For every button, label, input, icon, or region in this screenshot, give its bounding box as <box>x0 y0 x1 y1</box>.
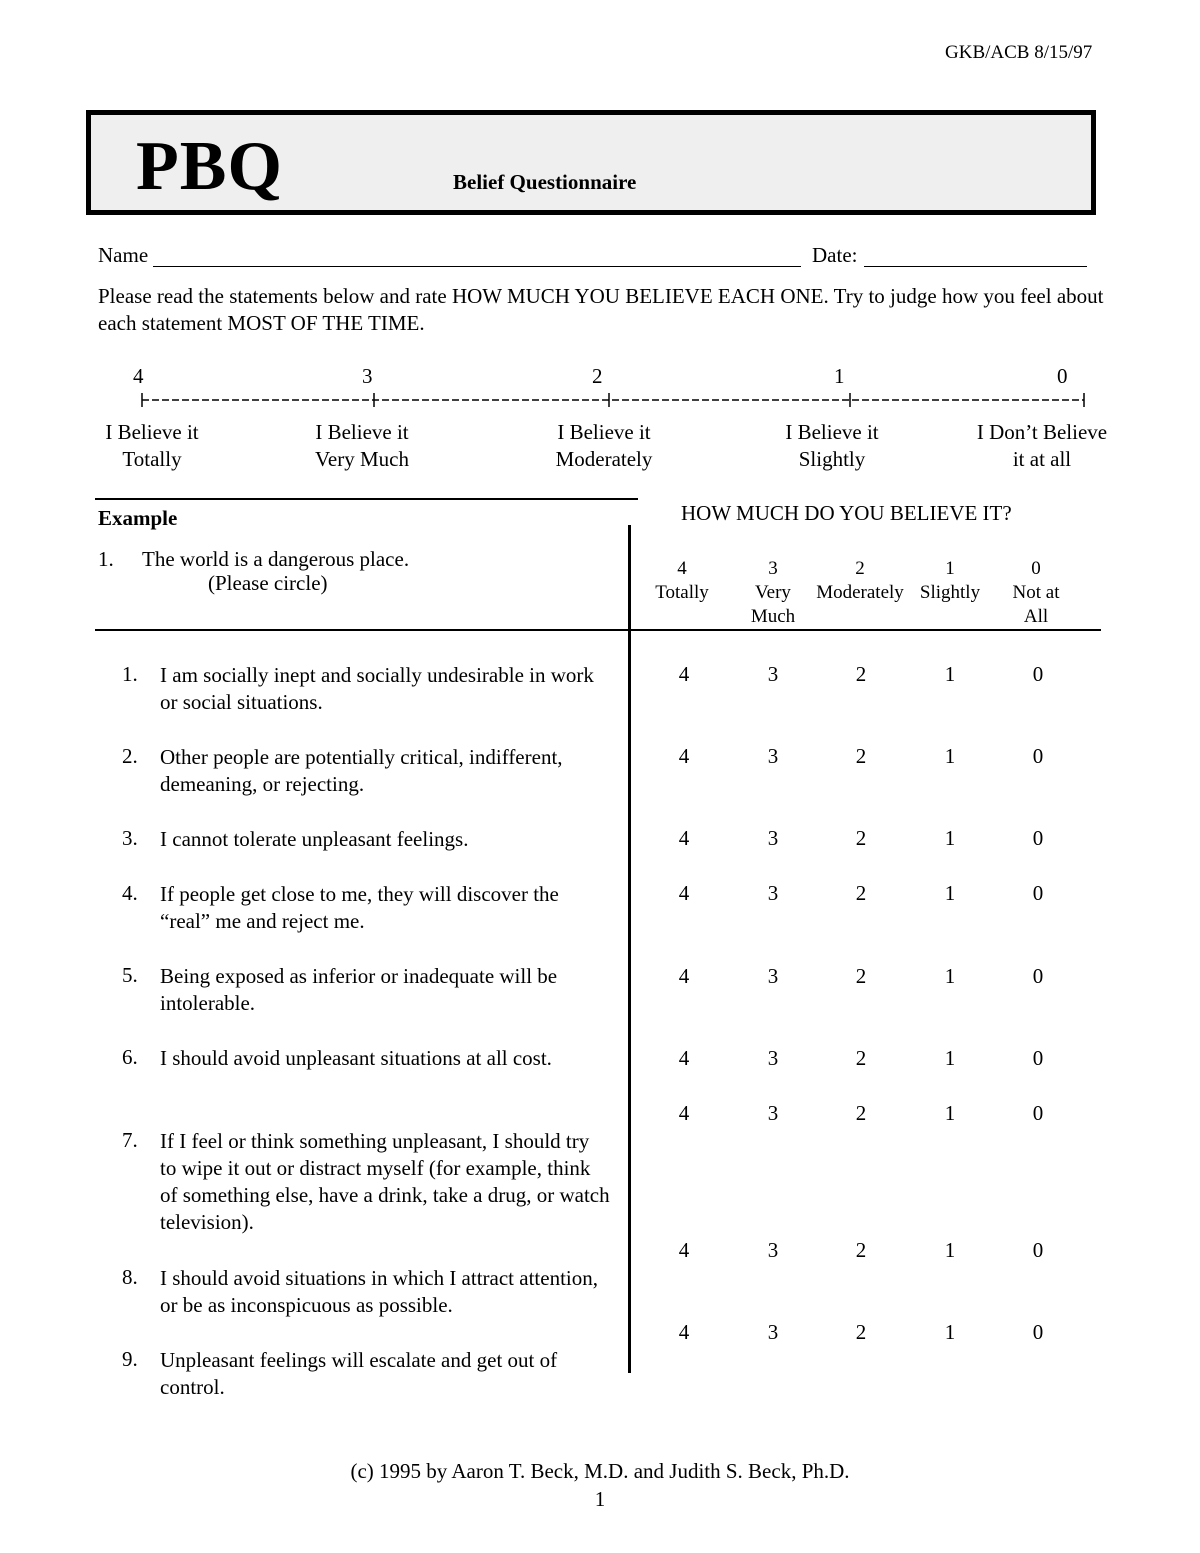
scale-label-very-much: I Believe it Very Much <box>315 420 409 471</box>
item-3-rating-option[interactable]: 1 <box>944 826 956 850</box>
item-1-rating-option[interactable]: 2 <box>855 662 867 686</box>
item-8-rating-option[interactable]: 1 <box>944 1238 956 1262</box>
item-4-rating-option[interactable]: 0 <box>1032 881 1044 905</box>
item-5-rating-option[interactable]: 3 <box>767 964 779 988</box>
date-label: Date: <box>812 243 858 267</box>
item-5-rating-option[interactable]: 0 <box>1032 964 1044 988</box>
item-8-rating-option[interactable]: 0 <box>1032 1238 1044 1262</box>
scale-label-dont-believe: I Don’t Believe it at all <box>976 420 1108 471</box>
item-5-text: Being exposed as inferior or inadequate will be intolerable. <box>160 964 558 1015</box>
rating-scale-line <box>140 393 1086 407</box>
item-2-rating-option[interactable]: 0 <box>1032 744 1044 768</box>
item-6-number: 6. <box>122 1045 138 1069</box>
date-field[interactable] <box>864 266 1087 267</box>
item-3-rating-option[interactable]: 4 <box>678 826 690 850</box>
name-label: Name <box>98 243 149 267</box>
item-6-rating-option[interactable]: 4 <box>678 1046 690 1070</box>
scale-number-4: 4 <box>133 364 144 388</box>
item-1-rating-option[interactable]: 3 <box>767 662 779 686</box>
item-7-rating-option[interactable]: 4 <box>678 1101 690 1125</box>
item-7-rating-option[interactable]: 3 <box>767 1101 779 1125</box>
item-6-rating-option[interactable]: 2 <box>855 1046 867 1070</box>
scale-label-slightly: I Believe it Slightly <box>785 420 879 471</box>
item-1-rating-option[interactable]: 4 <box>678 662 690 686</box>
rating-question-header: HOW MUCH DO YOU BELIEVE IT? <box>681 501 1012 525</box>
item-5-rating-option[interactable]: 4 <box>678 964 690 988</box>
example-col-1: 1 Slightly <box>919 558 981 603</box>
item-3-rating-option[interactable]: 3 <box>767 826 779 850</box>
item-2-rating-option[interactable]: 3 <box>767 744 779 768</box>
scale-number-0: 0 <box>1057 364 1068 388</box>
document-reference: GKB/ACB 8/15/97 <box>945 42 1093 63</box>
example-col-2: 2 Moderately <box>816 558 904 603</box>
item-1-rating-option[interactable]: 0 <box>1032 662 1044 686</box>
item-6-text: I should avoid unpleasant situations at all cost. <box>160 1046 552 1070</box>
title-box <box>86 110 1096 215</box>
item-9-number: 9. <box>122 1347 138 1371</box>
item-2-rating-option[interactable]: 2 <box>855 744 867 768</box>
item-9-text: Unpleasant feelings will escalate and get out of control. <box>160 1348 558 1399</box>
instructions: Please read the statements below and rate HOW MUCH YOU BELIEVE EACH ONE. Try to judge how you feel about each statement MOST OF THE TIME. <box>98 284 1104 335</box>
item-4-rating-option[interactable]: 2 <box>855 881 867 905</box>
item-3-number: 3. <box>122 826 138 850</box>
item-8-rating-option[interactable]: 2 <box>855 1238 867 1262</box>
item-1-rating-option[interactable]: 1 <box>944 662 956 686</box>
item-9-rating-option[interactable]: 0 <box>1032 1320 1044 1344</box>
item-7-rating-option[interactable]: 1 <box>944 1101 956 1125</box>
item-5-rating-option[interactable]: 2 <box>855 964 867 988</box>
scale-label-totally: I Believe it Totally <box>105 420 199 471</box>
example-item-note: (Please circle) <box>208 571 328 595</box>
item-3-text: I cannot tolerate unpleasant feelings. <box>160 827 469 851</box>
item-7-rating-option[interactable]: 2 <box>855 1101 867 1125</box>
example-item-number: 1. <box>98 547 114 571</box>
item-2-number: 2. <box>122 744 138 768</box>
item-8-rating-option[interactable]: 4 <box>678 1238 690 1262</box>
item-9-rating-option[interactable]: 1 <box>944 1320 956 1344</box>
item-7-rating-option[interactable]: 0 <box>1032 1101 1044 1125</box>
item-5-rating-option[interactable]: 1 <box>944 964 956 988</box>
item-8-rating-option[interactable]: 3 <box>767 1238 779 1262</box>
scale-number-1: 1 <box>834 364 845 388</box>
item-7-number: 7. <box>122 1128 138 1152</box>
example-bottom-rule <box>95 629 1101 631</box>
item-6-rating-option[interactable]: 1 <box>944 1046 956 1070</box>
item-4-text: If people get close to me, they will discover the “real” me and reject me. <box>160 882 559 933</box>
item-1-text: I am socially inept and socially undesirable in work or social situations. <box>160 663 594 714</box>
item-2-rating-option[interactable]: 4 <box>678 744 690 768</box>
item-4-rating-option[interactable]: 4 <box>678 881 690 905</box>
item-4-rating-option[interactable]: 1 <box>944 881 956 905</box>
scale-number-3: 3 <box>362 364 373 388</box>
form-subtitle: Belief Questionnaire <box>453 170 637 194</box>
item-1-number: 1. <box>122 662 138 686</box>
example-item-text: The world is a dangerous place. <box>142 547 410 571</box>
name-field[interactable] <box>153 266 801 267</box>
item-6-rating-option[interactable]: 0 <box>1032 1046 1044 1070</box>
item-4-number: 4. <box>122 881 138 905</box>
form-abbreviation: PBQ <box>136 128 283 205</box>
item-8-number: 8. <box>122 1265 138 1289</box>
item-8-text: I should avoid situations in which I attract attention, or be as inconspicuous as possible. <box>160 1266 598 1317</box>
example-col-3: 3 Very Much <box>750 558 796 627</box>
item-3-rating-option[interactable]: 0 <box>1032 826 1044 850</box>
copyright: (c) 1995 by Aaron T. Beck, M.D. and Judith S. Beck, Ph.D. <box>350 1459 850 1483</box>
example-col-4: 4 Totally <box>655 558 709 603</box>
scale-label-moderately: I Believe it Moderately <box>555 420 653 471</box>
example-col-0: 0 Not at All <box>1012 558 1060 627</box>
item-2-rating-option[interactable]: 1 <box>944 744 956 768</box>
item-9-rating-option[interactable]: 4 <box>678 1320 690 1344</box>
scale-number-2: 2 <box>592 364 603 388</box>
item-9-rating-option[interactable]: 3 <box>767 1320 779 1344</box>
item-5-number: 5. <box>122 963 138 987</box>
item-7-text: If I feel or think something unpleasant, I should try to wipe it out or distract myself (for example, think of something else, have a drink, take a drug, or watch television). <box>160 1129 610 1234</box>
column-divider <box>628 525 631 1373</box>
item-9-rating-option[interactable]: 2 <box>855 1320 867 1344</box>
item-3-rating-option[interactable]: 2 <box>855 826 867 850</box>
item-2-text: Other people are potentially critical, indifferent, demeaning, or rejecting. <box>160 745 563 796</box>
page-number: 1 <box>594 1487 606 1511</box>
example-top-rule <box>95 498 638 500</box>
example-heading: Example <box>98 506 178 530</box>
item-4-rating-option[interactable]: 3 <box>767 881 779 905</box>
item-6-rating-option[interactable]: 3 <box>767 1046 779 1070</box>
